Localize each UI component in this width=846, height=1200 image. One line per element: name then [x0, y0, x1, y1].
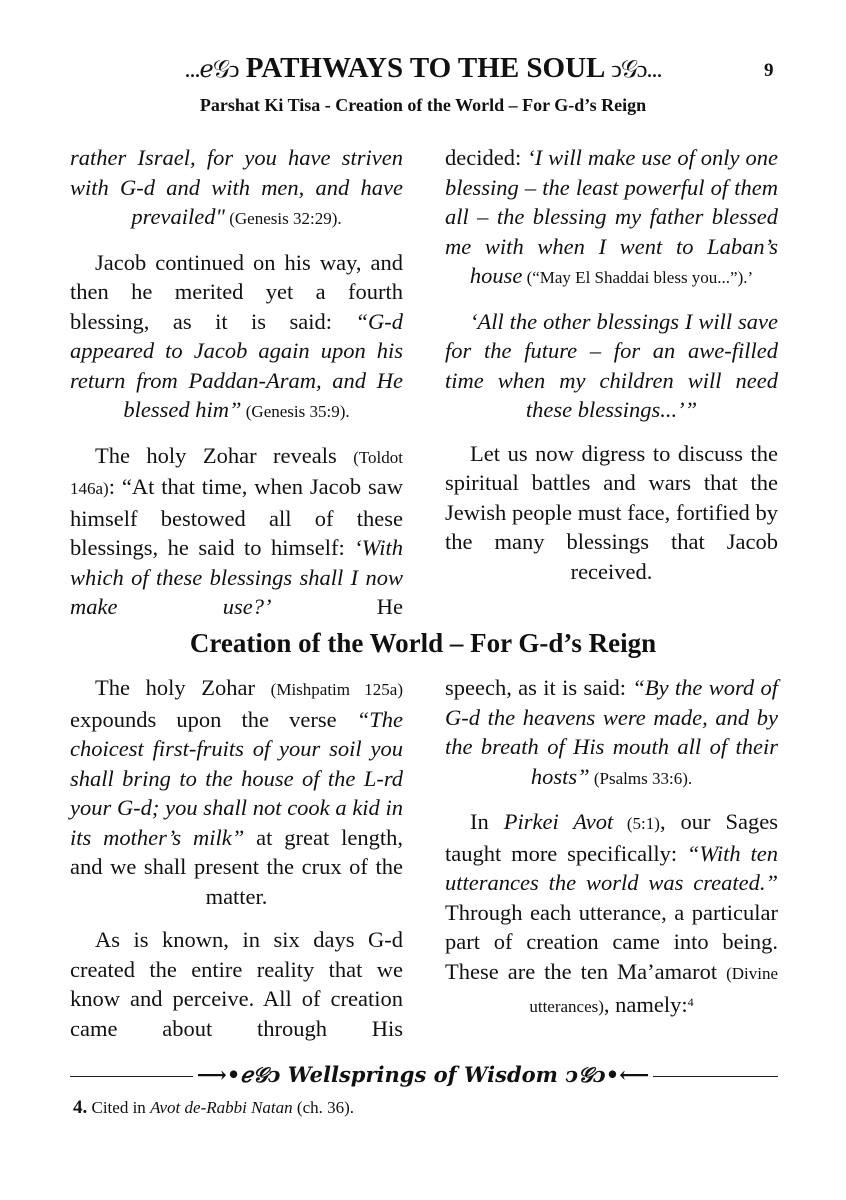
paragraph [70, 441, 403, 622]
paragraph [445, 673, 778, 793]
book-title: PATHWAYS TO THE SOUL [245, 52, 604, 84]
paragraph [445, 439, 778, 587]
quotation: “By the word of G-d the heavens were made, and by the breath of His mouth all of their hosts” [445, 675, 778, 789]
paragraph [445, 307, 778, 425]
footnote-reference: (ch. 36). [292, 1098, 355, 1117]
body-text: In [470, 809, 504, 834]
citation: (Genesis 32:29). [224, 209, 342, 228]
section-heading: Creation of the World – For G-d’s Reign [189, 628, 657, 658]
quotation: ‘With which of these blessings shall I now make use?’ [70, 535, 403, 619]
paragraph [70, 143, 403, 234]
body-text: : “At that time, when Jacob saw himself bestowed all of these blessings, he said to himself: [70, 474, 403, 560]
running-header [0, 52, 846, 85]
body-text: at great length, and we shall present the crux of the matter. [70, 824, 403, 909]
body-text: Jacob continued on his way, and then he merited yet a fourth blessing, as it is said: [70, 249, 403, 334]
paragraph [445, 807, 778, 1022]
quotation: ‘All the other blessings I will save for the future – for an awe-filled time when my children will need these blessings...’” [445, 308, 778, 422]
paragraph [70, 673, 403, 911]
quotation: Pirkei Avot [503, 809, 614, 834]
quotation: ‘I will make use of only one blessing – the least powerful of them all – the blessing my father blessed me with when I went to Laban’s house [445, 145, 779, 288]
quotation: “The choicest first-fruits of your soil you shall bring to the house of the L-rd your G-d; you shall not cook a kid in its mother’s milk” [70, 706, 403, 850]
body-text: As is known, in six days G-d created the entire reality that we know and perceive. All of creation came about through His [70, 927, 403, 1041]
column-bottom-right [445, 673, 778, 1036]
citation: (Genesis 35:9). [241, 402, 350, 421]
quotation: rather Israel, for you have striven with G-d and with men, and have prevailed" [70, 145, 403, 229]
body-text: , namely: [603, 992, 688, 1017]
footnote-source-title: Avot de-Rabbi Natan [150, 1098, 293, 1117]
footnote [73, 1097, 354, 1119]
citation: (Mishpatim 125a) [270, 680, 403, 699]
ornament-right-icon: ↄ𝒢ɔ... [611, 57, 662, 83]
quotation: “With ten utterances the world was created.” [445, 840, 778, 895]
body-text: speech, as it is said: [445, 675, 633, 700]
paragraph [70, 248, 403, 427]
body-text: The holy Zohar [95, 675, 271, 700]
citation: (“May El Shaddai bless you...”).’ [522, 268, 754, 287]
footnote-number: 4. [73, 1097, 88, 1118]
footnote-text: Cited in [87, 1098, 151, 1117]
ornament-left-icon: ...ℯ𝒢ↄ [184, 57, 239, 83]
page-number: 9 [764, 60, 774, 81]
body-text: decided: [445, 145, 528, 170]
column-top-left [70, 143, 403, 636]
column-top-right [445, 143, 778, 600]
footer-ornament-right-icon: ↄ𝒢ɔ•⟵ [565, 1062, 650, 1087]
citation: (Divine utterances) [529, 963, 778, 1016]
body-text: , our Sages taught more specifically: [445, 809, 779, 866]
paragraph [445, 143, 778, 293]
footnote-marker: 4 [687, 995, 694, 1009]
chapter-subtitle: Parshat Ki Tisa - Creation of the World – For G-d’s Reign [199, 95, 647, 115]
body-text: Let us now digress to discuss the spiritual battles and wars that the Jewish people must face, fortified by the many blessings that Jacob received. [445, 440, 778, 584]
column-bottom-left [70, 673, 403, 1057]
citation: (5:1) [613, 814, 660, 833]
body-text: expounds upon the verse [70, 706, 357, 732]
body-text: The holy Zohar reveals [95, 442, 354, 468]
footer-title: Wellsprings of Wisdom [287, 1062, 558, 1087]
footer-ornament-left-icon: ⟶•ℯ𝒢ↄ [196, 1062, 281, 1087]
citation: (Psalms 33:6). [589, 768, 693, 788]
body-text: He [271, 594, 403, 619]
footer-label [0, 1062, 846, 1088]
paragraph [70, 925, 403, 1043]
body-text: Through each utterance, a particular part of creation came into being. These are the ten Ma’amarot [445, 899, 778, 984]
quotation: “G-d appeared to Jacob again upon his return from Paddan-Aram, and He blessed him” [70, 308, 403, 422]
citation: (Toldot 146a) [70, 447, 403, 498]
